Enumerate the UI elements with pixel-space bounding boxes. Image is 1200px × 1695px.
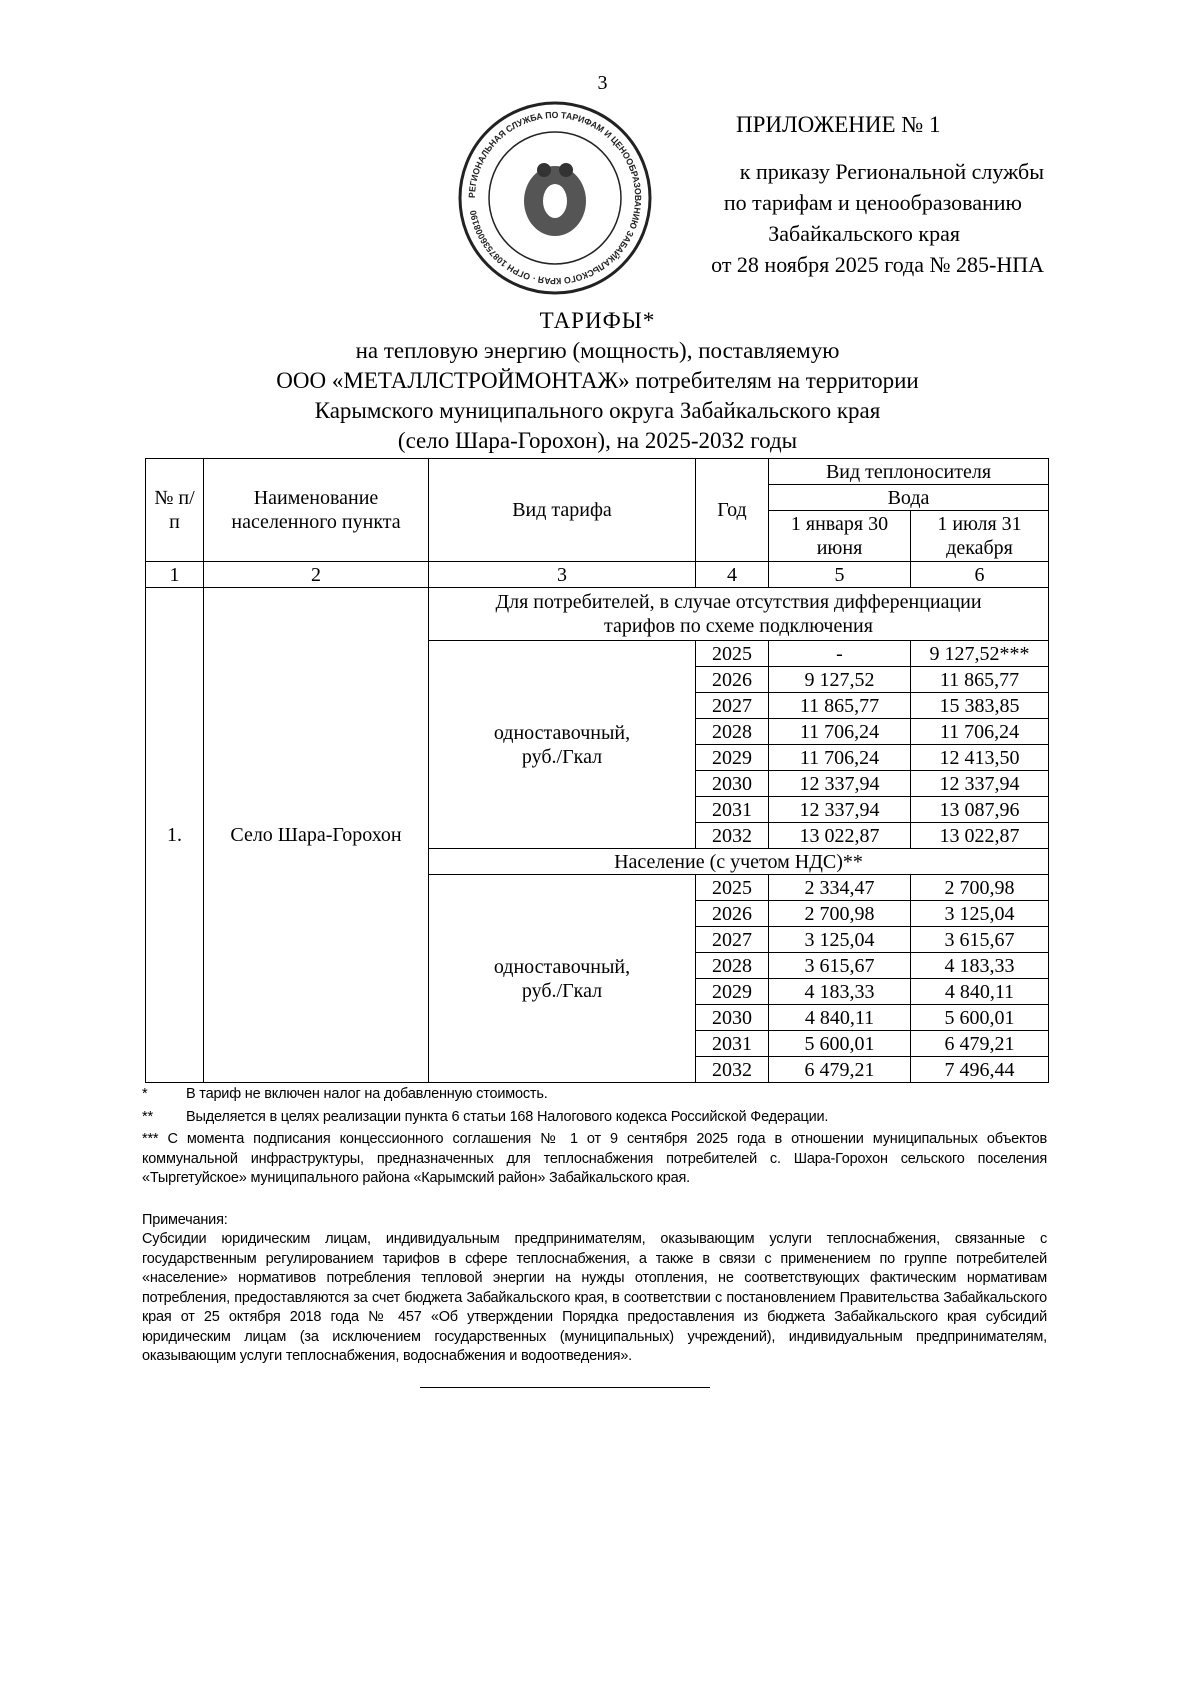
header-settlement: Наименование населенного пункта	[204, 459, 429, 562]
tariff-h1-cell: 4 183,33	[769, 979, 911, 1005]
tariff-h2-cell: 7 496,44	[911, 1057, 1049, 1083]
tariff-h1-cell: 13 022,87	[769, 823, 911, 849]
end-divider	[420, 1387, 710, 1388]
header-water: Вода	[769, 485, 1049, 511]
tariff-type: одноставочный, руб./Гкал	[429, 641, 696, 849]
tariff-h2-cell: 13 087,96	[911, 797, 1049, 823]
section-row	[146, 588, 1049, 641]
tariff-h2-cell: 12 337,94	[911, 771, 1049, 797]
tariff-h2-cell: 13 022,87	[911, 823, 1049, 849]
header-tariff-type: Вид тарифа	[429, 459, 696, 562]
svg-text:РЕГИОНАЛЬНАЯ СЛУЖБА ПО ТАРИФАМ: РЕГИОНАЛЬНАЯ СЛУЖБА ПО ТАРИФАМ И ЦЕНООБРАЗОВАНИЮ ЗАБАЙКАЛЬСКОГО КРАЯ · ОГРН 1087536008190	[466, 109, 644, 287]
footnote-text: Выделяется в целях реализации пункта 6 статьи 168 Налогового кодекса Российской Федерации.	[186, 1108, 829, 1125]
tariff-h2-cell: 9 127,52***	[911, 641, 1049, 667]
title-line: Карымского муниципального округа Забайкальского края	[314, 398, 881, 423]
title-line: ТАРИФЫ*	[539, 308, 656, 333]
tariff-h2-cell: 11 706,24	[911, 719, 1049, 745]
header-period-1: 1 января 30 июня	[769, 511, 911, 562]
row-number: 1.	[146, 588, 204, 1083]
tariff-h2-cell: 6 479,21	[911, 1031, 1049, 1057]
year-cell: 2025	[696, 875, 769, 901]
order-line: по тарифам и ценообразованию	[723, 190, 1022, 215]
appendix-heading: ПРИЛОЖЕНИЕ № 1	[736, 112, 941, 137]
year-cell: 2028	[696, 953, 769, 979]
tariff-h2-cell: 5 600,01	[911, 1005, 1049, 1031]
year-cell: 2025	[696, 641, 769, 667]
year-cell: 2031	[696, 1031, 769, 1057]
order-line: к приказу Региональной службы	[739, 159, 1044, 184]
tariff-h1-cell: 12 337,94	[769, 771, 911, 797]
footnote-mark: ***	[142, 1131, 159, 1147]
title-line: (село Шара-Горохон), на 2025-2032 годы	[397, 428, 798, 453]
header-period-2: 1 июля 31 декабря	[911, 511, 1049, 562]
tariff-h1-cell: 3 615,67	[769, 953, 911, 979]
tariff-h2-cell: 12 413,50	[911, 745, 1049, 771]
order-line: Забайкальского края	[768, 221, 960, 246]
col-number: 1	[146, 562, 204, 588]
header-carrier: Вид теплоносителя	[769, 459, 1049, 485]
tariff-h1-cell: 5 600,01	[769, 1031, 911, 1057]
tariff-h1-cell: 12 337,94	[769, 797, 911, 823]
section-label: Для потребителей, в случае отсутствия дифференциации тарифов по схеме подключения	[429, 588, 1049, 641]
settlement-name: Село Шара-Горохон	[204, 588, 429, 1083]
tariff-h1-cell: 4 840,11	[769, 1005, 911, 1031]
footnote-mark: *	[142, 1086, 148, 1102]
title-line: ООО «МЕТАЛЛСТРОЙМОНТАЖ» потребителям на территории	[276, 368, 919, 393]
year-cell: 2031	[696, 797, 769, 823]
order-line: от 28 ноября 2025 года № 285-НПА	[711, 252, 1044, 277]
tariff-h2-cell: 4 840,11	[911, 979, 1049, 1005]
tariff-h1-cell: 11 706,24	[769, 719, 911, 745]
tariff-h1-cell: 11 865,77	[769, 693, 911, 719]
year-cell: 2026	[696, 667, 769, 693]
year-cell: 2032	[696, 1057, 769, 1083]
tariff-h1-cell: 2 334,47	[769, 875, 911, 901]
document-title	[145, 306, 1050, 456]
year-cell: 2030	[696, 1005, 769, 1031]
year-cell: 2030	[696, 771, 769, 797]
document-body	[142, 306, 1050, 1388]
tariff-h1-cell: 2 700,98	[769, 901, 911, 927]
tariff-h2-cell: 3 125,04	[911, 901, 1049, 927]
tariff-h2-cell: 11 865,77	[911, 667, 1049, 693]
col-number: 3	[429, 562, 696, 588]
tariff-h2-cell: 4 183,33	[911, 953, 1049, 979]
notes-text: Субсидии юридическим лицам, индивидуальным предпринимателям, оказывающим услуги теплоснабжения, связанные с государственным регулированием тарифов в сфере теплоснабжения, а также в связи с применением по группе потребителей «население» нормативов потребления тепловой энергии на нужды отопления, не соответствующих фактическим нормативам потребления, предоставляются за счет бюджета Забайкальского края, в соответствии с постановлением Правительства Забайкальского края от 25 октября 2018 года № 457 «Об утверждении Порядка предоставления из бюджета Забайкальского края субсидий юридическим лицам (за исключением государственных (муниципальных) учреждений), индивидуальным предпринимателям, оказывающим услуги теплоснабжения, водоснабжения и водоотведения».	[142, 1231, 1047, 1364]
footnotes	[142, 1085, 1047, 1189]
title-line: на тепловую энергию (мощность), поставляемую	[355, 338, 840, 363]
year-cell: 2028	[696, 719, 769, 745]
tariff-h1-cell: 11 706,24	[769, 745, 911, 771]
year-cell: 2026	[696, 901, 769, 927]
page-number: 3	[597, 72, 608, 94]
col-number: 4	[696, 562, 769, 588]
notes-heading: Примечания:	[142, 1211, 228, 1228]
tariff-h1-cell: 9 127,52	[769, 667, 911, 693]
tariff-h2-cell: 15 383,85	[911, 693, 1049, 719]
header-year: Год	[696, 459, 769, 562]
footnote-text: С момента подписания концессионного соглашения № 1 от 9 сентября 2025 года в отношении муниципальных объектов коммунальной инфраструктуры, предназначенных для теплоснабжения потребителей с. Шара-Горохон сельского поселения «Тыргетуйское» муниципального района «Карымский район» Забайкальского края.	[142, 1131, 1047, 1186]
year-cell: 2032	[696, 823, 769, 849]
year-cell: 2029	[696, 745, 769, 771]
col-number: 2	[204, 562, 429, 588]
year-cell: 2027	[696, 927, 769, 953]
header-num: № п/п	[146, 459, 204, 562]
tariff-type: одноставочный, руб./Гкал	[429, 875, 696, 1083]
tariff-h1-cell: 6 479,21	[769, 1057, 911, 1083]
col-number: 5	[769, 562, 911, 588]
tariff-table	[145, 458, 1049, 1083]
year-cell: 2027	[696, 693, 769, 719]
tariff-h1-cell: 3 125,04	[769, 927, 911, 953]
tariff-h2-cell: 2 700,98	[911, 875, 1049, 901]
footnote-text: В тариф не включен налог на добавленную стоимость.	[186, 1086, 548, 1102]
col-number: 6	[911, 562, 1049, 588]
footnote-mark: **	[142, 1108, 153, 1125]
tariff-h1-cell: -	[769, 641, 911, 667]
section-label: Население (с учетом НДС)**	[429, 849, 1049, 875]
year-cell: 2029	[696, 979, 769, 1005]
tariff-h2-cell: 3 615,67	[911, 927, 1049, 953]
